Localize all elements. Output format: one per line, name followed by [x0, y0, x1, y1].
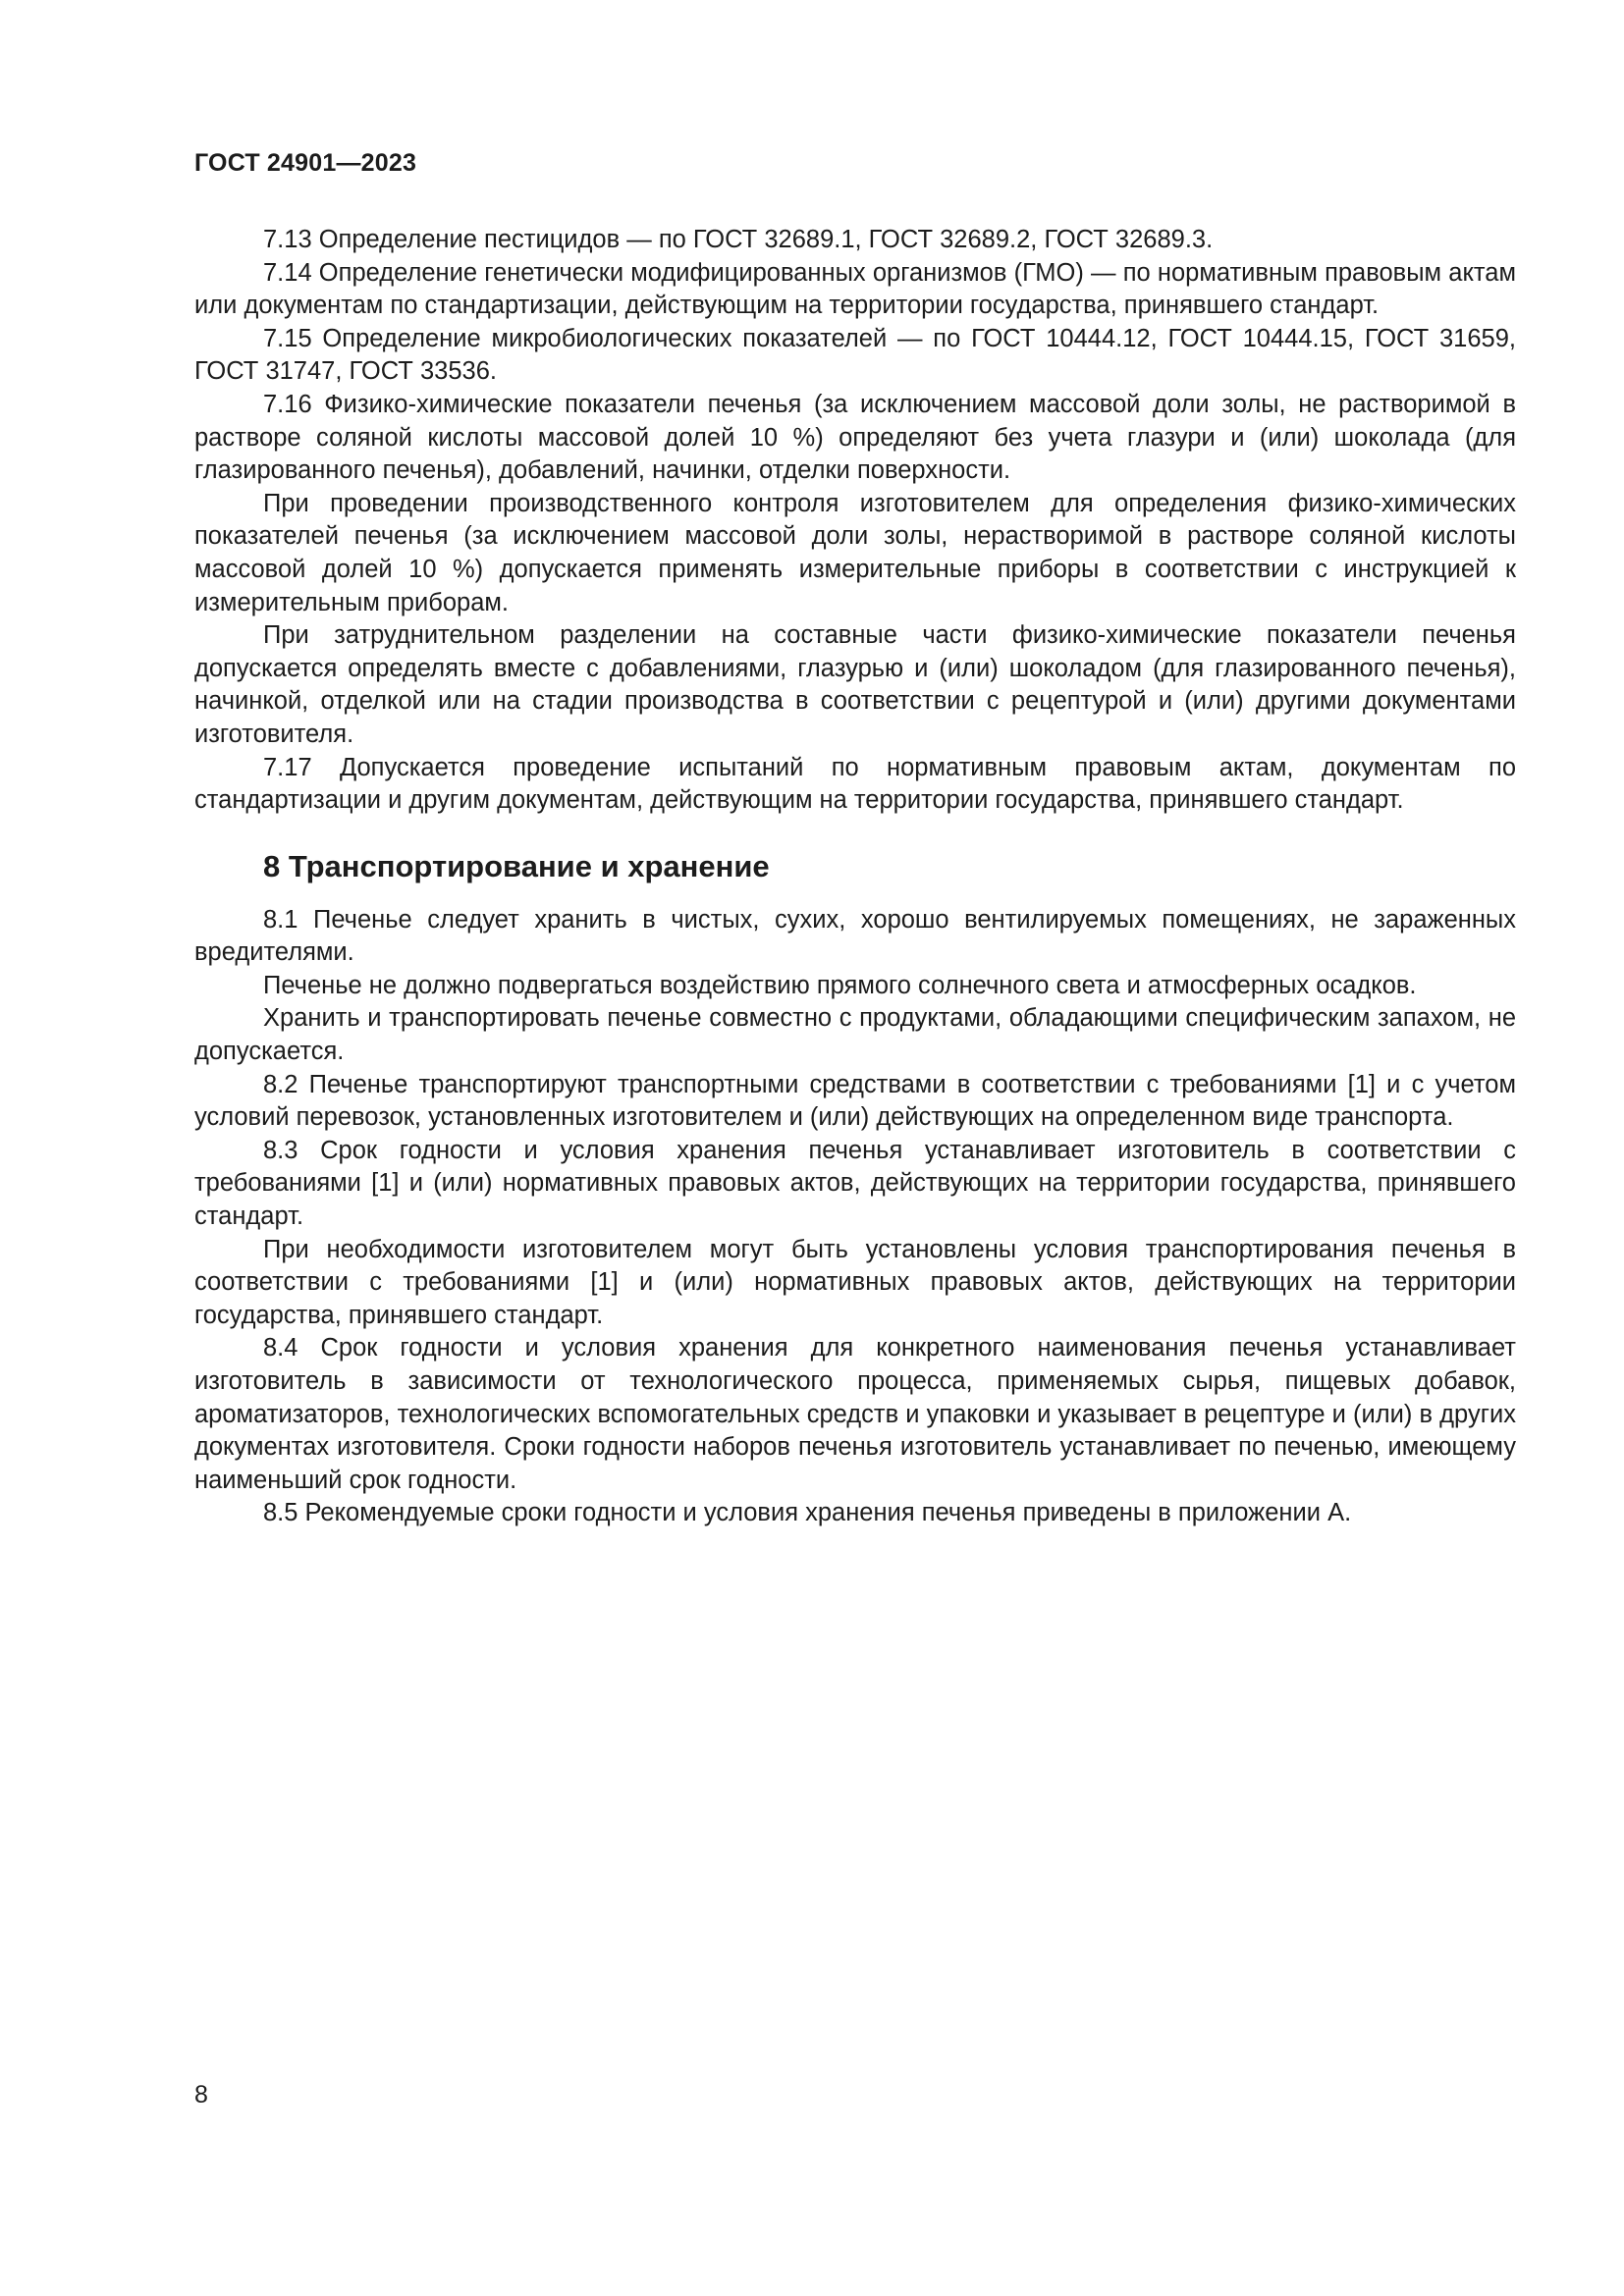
paragraph-7-15: 7.15 Определение микробиологических показателей — по ГОСТ 10444.12, ГОСТ 10444.15, ГОСТ 31659, ГОСТ 31747, ГОСТ 33536. — [194, 324, 1516, 386]
document-header: ГОСТ 24901—2023 — [194, 149, 417, 177]
paragraph-production-control: При проведении производственного контроля изготовителем для определения физико-химических показателей печенья (за исключением массовой доли золы, нерастворимой в растворе соляной кислоты массовой долей 10 %) допускается применять измерительные приборы в соответствии с инструкцией к измерительным приборам. — [194, 489, 1516, 616]
paragraph-8-4: 8.4 Срок годности и условия хранения для конкретного наименования печенья устанавливает изготовитель в зависимости от технологического процесса, применяемых сырья, пищевых добавок, ароматизаторов, технологических вспомогательных средств и упаковки и указывает в рецептуре и (или) в других документах изготовителя. Сроки годности наборов печенья изготовитель устанавливает по печенью, имеющему наименьший срок годности. — [194, 1334, 1516, 1494]
paragraph-8-5: 8.5 Рекомендуемые сроки годности и условия хранения печенья приведены в приложении А. — [263, 1499, 1352, 1527]
paragraph-transport-conditions: При необходимости изготовителем могут быть установлены условия транспортирования печенья в соответствии с требованиями [1] и (или) нормативных правовых актов, действующих на территории государства, принявшего стандарт. — [194, 1235, 1516, 1329]
paragraph-sunlight: Печенье не должно подвергаться воздействию прямого солнечного света и атмосферных осадков. — [263, 971, 1417, 999]
document-body — [194, 224, 1516, 1530]
page-number: 8 — [194, 2081, 208, 2109]
paragraph-8-2: 8.2 Печенье транспортируют транспортными средствами в соответствии с требованиями [1] и с учетом условий перевозок, установленных изготовителем и (или) действующих на определенном виде транспорта. — [194, 1070, 1516, 1132]
paragraph-7-16: 7.16 Физико-химические показатели печенья (за исключением массовой доли золы, не растворимой в растворе соляной кислоты массовой долей 10 %) определяют без учета глазури и (или) шоколада (для глазированного печенья), добавлений, начинки, отделки поверхности. — [194, 390, 1516, 485]
paragraph-7-14: 7.14 Определение генетически модифицированных организмов (ГМО) — по нормативным правовым актам или документам по стандартизации, действующим на территории государства, принявшего стандарт. — [194, 258, 1516, 320]
paragraph-8-1: 8.1 Печенье следует хранить в чистых, сухих, хорошо вентилируемых помещениях, не зараженных вредителями. — [194, 905, 1516, 967]
paragraph-7-17: 7.17 Допускается проведение испытаний по нормативным правовым актам, документам по стандартизации и другим документам, действующим на территории государства, принявшего стандарт. — [194, 753, 1516, 815]
paragraph-difficult-separation: При затруднительном разделении на составные части физико-химические показатели печенья допускается определять вместе с добавлениями, глазурью и (или) шоколадом (для глазированного печенья), начинкой, отделкой или на стадии производства в соответствии с рецептурой и (или) другими документами изготовителя. — [194, 621, 1516, 748]
paragraph-8-3: 8.3 Срок годности и условия хранения печенья устанавливает изготовитель в соответствии с требованиями [1] и (или) нормативных правовых актов, действующих на территории государства, принявшего стандарт. — [194, 1136, 1516, 1231]
section-heading: 8 Транспортирование и хранение — [263, 848, 770, 883]
paragraph-7-13: 7.13 Определение пестицидов — по ГОСТ 32689.1, ГОСТ 32689.2, ГОСТ 32689.3. — [263, 226, 1214, 253]
paragraph-odor: Хранить и транспортировать печенье совместно с продуктами, обладающими специфическим запахом, не допускается. — [194, 1004, 1516, 1066]
